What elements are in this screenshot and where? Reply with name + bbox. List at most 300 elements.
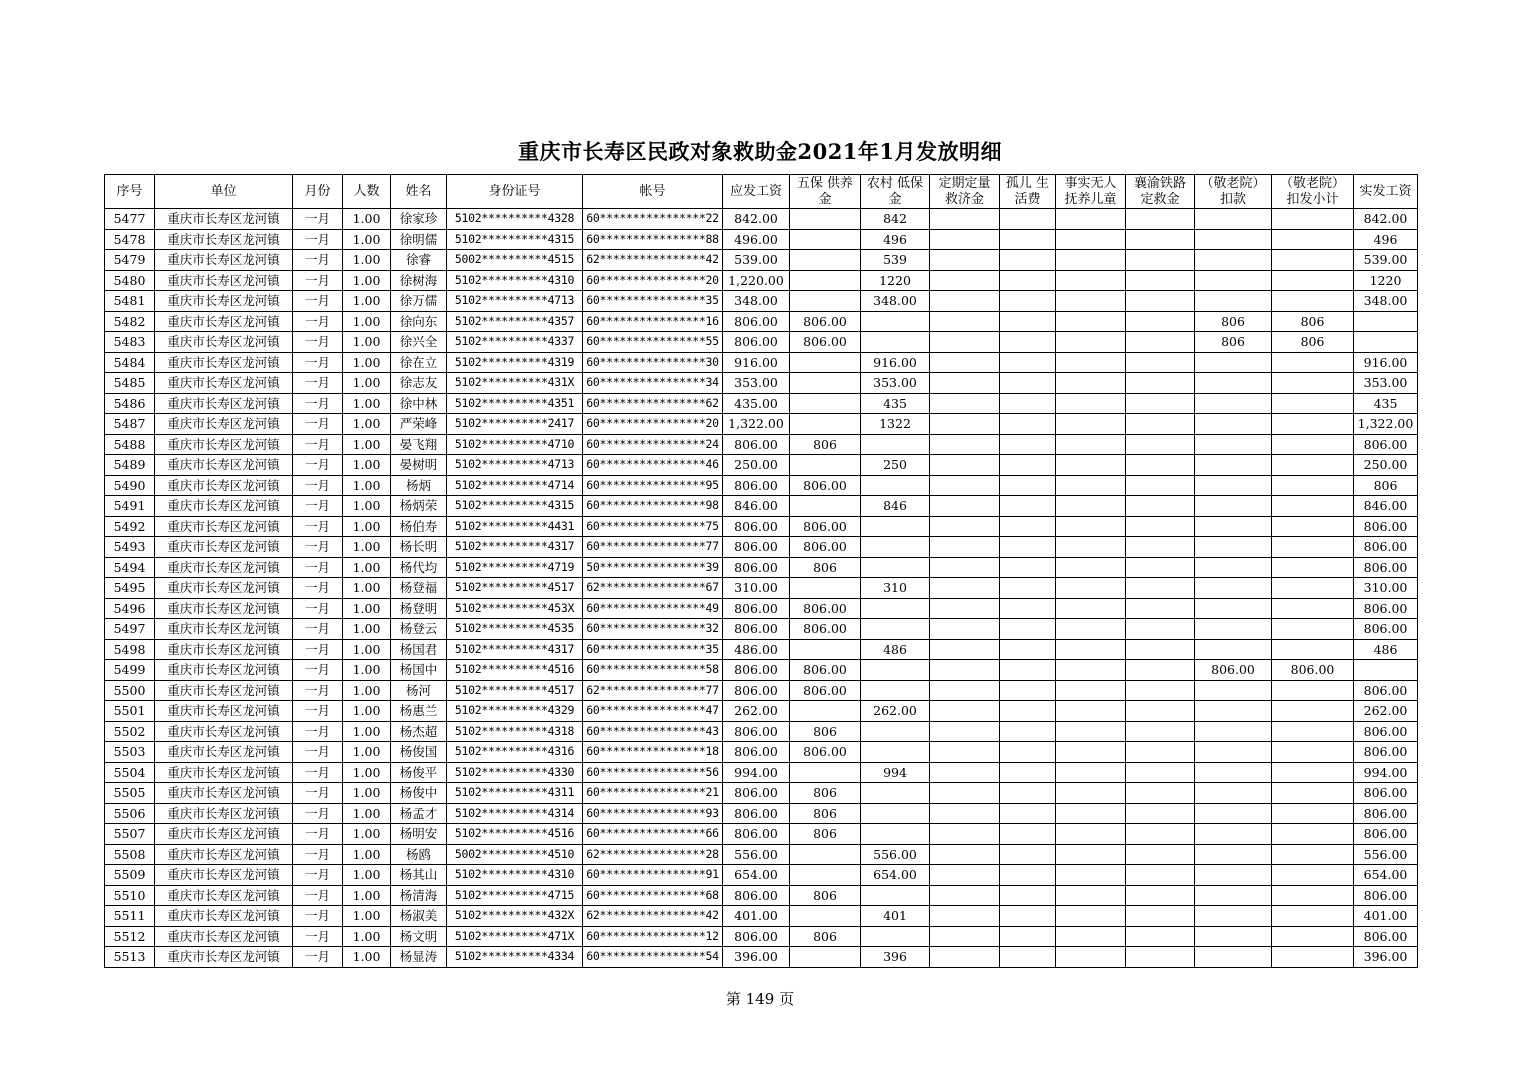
header-dibao: 农村 低保金 bbox=[861, 175, 930, 209]
cell-deduct-subtotal bbox=[1272, 250, 1354, 271]
cell-unsupported-child bbox=[1056, 455, 1126, 476]
cell-actual: 806.00 bbox=[1354, 537, 1418, 558]
cell-unit: 重庆市长寿区龙河镇 bbox=[155, 557, 293, 578]
cell-seq: 5495 bbox=[105, 578, 155, 599]
table-row bbox=[105, 680, 1418, 701]
cell-wubao: 806.00 bbox=[790, 660, 861, 681]
table-row bbox=[105, 557, 1418, 578]
cell-payable: 806.00 bbox=[723, 824, 790, 845]
cell-name: 杨代均 bbox=[391, 557, 447, 578]
cell-count: 1.00 bbox=[343, 660, 391, 681]
cell-seq: 5478 bbox=[105, 229, 155, 250]
cell-deduct-subtotal bbox=[1272, 414, 1354, 435]
cell-deduct bbox=[1195, 844, 1272, 865]
cell-orphan bbox=[1000, 947, 1056, 968]
cell-month: 一月 bbox=[293, 332, 343, 353]
cell-id-number: 5102**********4317 bbox=[447, 537, 583, 558]
cell-orphan bbox=[1000, 475, 1056, 496]
cell-payable: 250.00 bbox=[723, 455, 790, 476]
cell-account: 62****************42 bbox=[583, 906, 723, 927]
cell-count: 1.00 bbox=[343, 516, 391, 537]
cell-deduct-subtotal bbox=[1272, 209, 1354, 230]
cell-payable: 806.00 bbox=[723, 803, 790, 824]
cell-seq: 5486 bbox=[105, 393, 155, 414]
table-row bbox=[105, 291, 1418, 312]
cell-unit: 重庆市长寿区龙河镇 bbox=[155, 762, 293, 783]
cell-seq: 5491 bbox=[105, 496, 155, 517]
cell-unsupported-child bbox=[1056, 721, 1126, 742]
cell-payable: 806.00 bbox=[723, 332, 790, 353]
cell-deduct: 806 bbox=[1195, 332, 1272, 353]
cell-payable: 262.00 bbox=[723, 701, 790, 722]
table-row bbox=[105, 496, 1418, 517]
cell-orphan bbox=[1000, 701, 1056, 722]
cell-id-number: 5102**********4318 bbox=[447, 721, 583, 742]
cell-unsupported-child bbox=[1056, 824, 1126, 845]
cell-account: 60****************62 bbox=[583, 393, 723, 414]
cell-dibao bbox=[861, 537, 930, 558]
cell-id-number: 5102**********4351 bbox=[447, 393, 583, 414]
cell-deduct-subtotal bbox=[1272, 721, 1354, 742]
cell-railway bbox=[1126, 496, 1195, 517]
cell-seq: 5497 bbox=[105, 619, 155, 640]
cell-unsupported-child bbox=[1056, 414, 1126, 435]
table-row bbox=[105, 639, 1418, 660]
cell-deduct-subtotal: 806 bbox=[1272, 311, 1354, 332]
cell-month: 一月 bbox=[293, 311, 343, 332]
cell-month: 一月 bbox=[293, 680, 343, 701]
cell-actual: 806.00 bbox=[1354, 926, 1418, 947]
cell-orphan bbox=[1000, 926, 1056, 947]
cell-seq: 5484 bbox=[105, 352, 155, 373]
cell-id-number: 5102**********4315 bbox=[447, 496, 583, 517]
cell-unsupported-child bbox=[1056, 783, 1126, 804]
cell-payable: 486.00 bbox=[723, 639, 790, 660]
cell-wubao bbox=[790, 762, 861, 783]
cell-count: 1.00 bbox=[343, 373, 391, 394]
cell-payable: 435.00 bbox=[723, 393, 790, 414]
cell-payable: 806.00 bbox=[723, 660, 790, 681]
cell-seq: 5477 bbox=[105, 209, 155, 230]
cell-name: 杨淑美 bbox=[391, 906, 447, 927]
cell-seq: 5512 bbox=[105, 926, 155, 947]
cell-deduct: 806.00 bbox=[1195, 660, 1272, 681]
cell-orphan bbox=[1000, 680, 1056, 701]
cell-id-number: 5102**********4517 bbox=[447, 578, 583, 599]
header-id-number: 身份证号 bbox=[447, 175, 583, 209]
cell-id-number: 5102**********4310 bbox=[447, 865, 583, 886]
cell-month: 一月 bbox=[293, 660, 343, 681]
cell-dibao: 353.00 bbox=[861, 373, 930, 394]
cell-count: 1.00 bbox=[343, 926, 391, 947]
table-row bbox=[105, 885, 1418, 906]
cell-unit: 重庆市长寿区龙河镇 bbox=[155, 947, 293, 968]
cell-name: 杨国中 bbox=[391, 660, 447, 681]
table-row bbox=[105, 844, 1418, 865]
cell-deduct bbox=[1195, 291, 1272, 312]
cell-month: 一月 bbox=[293, 475, 343, 496]
cell-wubao bbox=[790, 701, 861, 722]
cell-deduct-subtotal bbox=[1272, 455, 1354, 476]
cell-dibao bbox=[861, 434, 930, 455]
cell-payable: 806.00 bbox=[723, 742, 790, 763]
cell-account: 60****************35 bbox=[583, 291, 723, 312]
cell-month: 一月 bbox=[293, 578, 343, 599]
cell-deduct bbox=[1195, 414, 1272, 435]
cell-unit: 重庆市长寿区龙河镇 bbox=[155, 598, 293, 619]
cell-wubao: 806 bbox=[790, 721, 861, 742]
cell-id-number: 5102**********4328 bbox=[447, 209, 583, 230]
cell-count: 1.00 bbox=[343, 475, 391, 496]
cell-month: 一月 bbox=[293, 229, 343, 250]
cell-deduct bbox=[1195, 537, 1272, 558]
cell-unit: 重庆市长寿区龙河镇 bbox=[155, 352, 293, 373]
cell-orphan bbox=[1000, 229, 1056, 250]
cell-orphan bbox=[1000, 762, 1056, 783]
cell-dingqi bbox=[930, 742, 1000, 763]
cell-orphan bbox=[1000, 393, 1056, 414]
cell-dingqi bbox=[930, 680, 1000, 701]
cell-deduct bbox=[1195, 250, 1272, 271]
cell-count: 1.00 bbox=[343, 229, 391, 250]
cell-railway bbox=[1126, 229, 1195, 250]
cell-dingqi bbox=[930, 885, 1000, 906]
cell-deduct-subtotal bbox=[1272, 680, 1354, 701]
page-number: 第 149 页 bbox=[725, 990, 795, 1008]
cell-dibao: 1322 bbox=[861, 414, 930, 435]
cell-dingqi bbox=[930, 393, 1000, 414]
cell-dingqi bbox=[930, 557, 1000, 578]
cell-id-number: 5102**********4714 bbox=[447, 475, 583, 496]
cell-deduct-subtotal bbox=[1272, 762, 1354, 783]
cell-name: 晏树明 bbox=[391, 455, 447, 476]
cell-account: 60****************18 bbox=[583, 742, 723, 763]
cell-railway bbox=[1126, 332, 1195, 353]
cell-seq: 5505 bbox=[105, 783, 155, 804]
cell-railway bbox=[1126, 373, 1195, 394]
cell-wubao bbox=[790, 373, 861, 394]
cell-railway bbox=[1126, 947, 1195, 968]
cell-account: 60****************66 bbox=[583, 824, 723, 845]
cell-dingqi bbox=[930, 824, 1000, 845]
table-row bbox=[105, 701, 1418, 722]
cell-unsupported-child bbox=[1056, 803, 1126, 824]
cell-account: 50****************39 bbox=[583, 557, 723, 578]
cell-month: 一月 bbox=[293, 414, 343, 435]
cell-payable: 654.00 bbox=[723, 865, 790, 886]
cell-dibao bbox=[861, 475, 930, 496]
cell-actual: 806.00 bbox=[1354, 783, 1418, 804]
cell-month: 一月 bbox=[293, 619, 343, 640]
cell-name: 杨杰超 bbox=[391, 721, 447, 742]
cell-dingqi bbox=[930, 496, 1000, 517]
cell-id-number: 5102**********4315 bbox=[447, 229, 583, 250]
cell-name: 严荣峰 bbox=[391, 414, 447, 435]
cell-orphan bbox=[1000, 250, 1056, 271]
cell-name: 杨炳荣 bbox=[391, 496, 447, 517]
cell-actual: 496 bbox=[1354, 229, 1418, 250]
cell-actual: 348.00 bbox=[1354, 291, 1418, 312]
cell-actual: 806.00 bbox=[1354, 557, 1418, 578]
cell-railway bbox=[1126, 598, 1195, 619]
cell-account: 60****************91 bbox=[583, 865, 723, 886]
cell-count: 1.00 bbox=[343, 824, 391, 845]
cell-dingqi bbox=[930, 332, 1000, 353]
cell-month: 一月 bbox=[293, 455, 343, 476]
cell-name: 杨俊中 bbox=[391, 783, 447, 804]
cell-account: 60****************30 bbox=[583, 352, 723, 373]
cell-seq: 5509 bbox=[105, 865, 155, 886]
cell-count: 1.00 bbox=[343, 906, 391, 927]
cell-id-number: 5102**********453X bbox=[447, 598, 583, 619]
cell-wubao: 806 bbox=[790, 885, 861, 906]
cell-wubao: 806.00 bbox=[790, 475, 861, 496]
cell-deduct bbox=[1195, 496, 1272, 517]
cell-actual: 250.00 bbox=[1354, 455, 1418, 476]
cell-seq: 5479 bbox=[105, 250, 155, 271]
cell-actual: 806.00 bbox=[1354, 680, 1418, 701]
cell-wubao bbox=[790, 250, 861, 271]
cell-payable: 396.00 bbox=[723, 947, 790, 968]
table-row bbox=[105, 475, 1418, 496]
cell-account: 60****************46 bbox=[583, 455, 723, 476]
cell-deduct bbox=[1195, 270, 1272, 291]
table-row bbox=[105, 516, 1418, 537]
cell-dibao: 250 bbox=[861, 455, 930, 476]
cell-orphan bbox=[1000, 721, 1056, 742]
cell-account: 60****************77 bbox=[583, 537, 723, 558]
cell-wubao bbox=[790, 947, 861, 968]
cell-deduct-subtotal bbox=[1272, 639, 1354, 660]
cell-wubao bbox=[790, 639, 861, 660]
cell-month: 一月 bbox=[293, 270, 343, 291]
cell-dingqi bbox=[930, 434, 1000, 455]
cell-dibao bbox=[861, 598, 930, 619]
cell-deduct-subtotal bbox=[1272, 229, 1354, 250]
cell-dibao: 846 bbox=[861, 496, 930, 517]
cell-payable: 806.00 bbox=[723, 311, 790, 332]
cell-actual: 396.00 bbox=[1354, 947, 1418, 968]
cell-id-number: 5102**********4310 bbox=[447, 270, 583, 291]
header-month: 月份 bbox=[293, 175, 343, 209]
header-actual: 实发工资 bbox=[1354, 175, 1418, 209]
cell-orphan bbox=[1000, 885, 1056, 906]
cell-orphan bbox=[1000, 537, 1056, 558]
cell-deduct bbox=[1195, 762, 1272, 783]
cell-seq: 5496 bbox=[105, 598, 155, 619]
cell-dibao: 916.00 bbox=[861, 352, 930, 373]
cell-deduct-subtotal bbox=[1272, 578, 1354, 599]
cell-actual: 806.00 bbox=[1354, 516, 1418, 537]
cell-actual: 539.00 bbox=[1354, 250, 1418, 271]
cell-wubao bbox=[790, 291, 861, 312]
cell-name: 杨俊平 bbox=[391, 762, 447, 783]
cell-wubao: 806.00 bbox=[790, 598, 861, 619]
cell-count: 1.00 bbox=[343, 250, 391, 271]
table-row bbox=[105, 803, 1418, 824]
table-row bbox=[105, 373, 1418, 394]
cell-account: 60****************20 bbox=[583, 414, 723, 435]
cell-count: 1.00 bbox=[343, 639, 391, 660]
table-row bbox=[105, 762, 1418, 783]
header-deduct: （敬老院） 扣款 bbox=[1195, 175, 1272, 209]
cell-railway bbox=[1126, 393, 1195, 414]
cell-account: 60****************47 bbox=[583, 701, 723, 722]
cell-payable: 539.00 bbox=[723, 250, 790, 271]
cell-count: 1.00 bbox=[343, 537, 391, 558]
cell-deduct-subtotal bbox=[1272, 844, 1354, 865]
cell-payable: 496.00 bbox=[723, 229, 790, 250]
cell-railway bbox=[1126, 434, 1195, 455]
cell-unit: 重庆市长寿区龙河镇 bbox=[155, 475, 293, 496]
cell-month: 一月 bbox=[293, 598, 343, 619]
cell-deduct-subtotal bbox=[1272, 352, 1354, 373]
cell-orphan bbox=[1000, 434, 1056, 455]
cell-wubao: 806.00 bbox=[790, 619, 861, 640]
cell-actual: 401.00 bbox=[1354, 906, 1418, 927]
cell-month: 一月 bbox=[293, 824, 343, 845]
cell-deduct bbox=[1195, 455, 1272, 476]
cell-account: 62****************42 bbox=[583, 250, 723, 271]
table-row bbox=[105, 783, 1418, 804]
cell-unit: 重庆市长寿区龙河镇 bbox=[155, 229, 293, 250]
cell-count: 1.00 bbox=[343, 598, 391, 619]
cell-unit: 重庆市长寿区龙河镇 bbox=[155, 270, 293, 291]
cell-unsupported-child bbox=[1056, 434, 1126, 455]
cell-wubao bbox=[790, 393, 861, 414]
cell-payable: 806.00 bbox=[723, 557, 790, 578]
cell-name: 徐向东 bbox=[391, 311, 447, 332]
cell-seq: 5480 bbox=[105, 270, 155, 291]
cell-deduct bbox=[1195, 926, 1272, 947]
cell-dibao bbox=[861, 721, 930, 742]
cell-name: 杨鸥 bbox=[391, 844, 447, 865]
cell-dibao bbox=[861, 516, 930, 537]
cell-seq: 5488 bbox=[105, 434, 155, 455]
cell-dibao: 496 bbox=[861, 229, 930, 250]
cell-name: 徐兴全 bbox=[391, 332, 447, 353]
cell-id-number: 5102**********4314 bbox=[447, 803, 583, 824]
cell-unit: 重庆市长寿区龙河镇 bbox=[155, 455, 293, 476]
cell-unit: 重庆市长寿区龙河镇 bbox=[155, 209, 293, 230]
cell-month: 一月 bbox=[293, 352, 343, 373]
cell-railway bbox=[1126, 885, 1195, 906]
cell-deduct-subtotal bbox=[1272, 516, 1354, 537]
table-row bbox=[105, 270, 1418, 291]
cell-id-number: 5102**********4329 bbox=[447, 701, 583, 722]
cell-dingqi bbox=[930, 783, 1000, 804]
table-row bbox=[105, 619, 1418, 640]
cell-unsupported-child bbox=[1056, 373, 1126, 394]
cell-railway bbox=[1126, 701, 1195, 722]
cell-wubao: 806 bbox=[790, 926, 861, 947]
cell-dibao: 1220 bbox=[861, 270, 930, 291]
cell-orphan bbox=[1000, 783, 1056, 804]
cell-seq: 5483 bbox=[105, 332, 155, 353]
cell-payable: 806.00 bbox=[723, 516, 790, 537]
cell-deduct bbox=[1195, 393, 1272, 414]
cell-railway bbox=[1126, 639, 1195, 660]
header-unsupported-child: 事实无人 抚养儿童 bbox=[1056, 175, 1126, 209]
cell-account: 60****************35 bbox=[583, 639, 723, 660]
cell-id-number: 5102**********4517 bbox=[447, 680, 583, 701]
cell-unsupported-child bbox=[1056, 352, 1126, 373]
cell-seq: 5507 bbox=[105, 824, 155, 845]
cell-deduct bbox=[1195, 906, 1272, 927]
cell-name: 杨登明 bbox=[391, 598, 447, 619]
cell-unsupported-child bbox=[1056, 209, 1126, 230]
cell-month: 一月 bbox=[293, 537, 343, 558]
cell-dingqi bbox=[930, 578, 1000, 599]
cell-railway bbox=[1126, 291, 1195, 312]
cell-actual: 846.00 bbox=[1354, 496, 1418, 517]
cell-month: 一月 bbox=[293, 803, 343, 824]
cell-actual: 262.00 bbox=[1354, 701, 1418, 722]
cell-railway bbox=[1126, 619, 1195, 640]
cell-wubao bbox=[790, 578, 861, 599]
cell-seq: 5499 bbox=[105, 660, 155, 681]
cell-account: 60****************21 bbox=[583, 783, 723, 804]
cell-unsupported-child bbox=[1056, 885, 1126, 906]
cell-seq: 5492 bbox=[105, 516, 155, 537]
cell-deduct-subtotal bbox=[1272, 947, 1354, 968]
cell-orphan bbox=[1000, 373, 1056, 394]
cell-unsupported-child bbox=[1056, 250, 1126, 271]
cell-dingqi bbox=[930, 660, 1000, 681]
table-row bbox=[105, 926, 1418, 947]
cell-name: 杨登云 bbox=[391, 619, 447, 640]
cell-dibao bbox=[861, 311, 930, 332]
cell-unit: 重庆市长寿区龙河镇 bbox=[155, 865, 293, 886]
cell-railway bbox=[1126, 926, 1195, 947]
cell-wubao bbox=[790, 496, 861, 517]
cell-orphan bbox=[1000, 291, 1056, 312]
cell-seq: 5498 bbox=[105, 639, 155, 660]
cell-actual: 654.00 bbox=[1354, 865, 1418, 886]
cell-dibao: 401 bbox=[861, 906, 930, 927]
cell-seq: 5500 bbox=[105, 680, 155, 701]
cell-deduct-subtotal bbox=[1272, 373, 1354, 394]
cell-payable: 806.00 bbox=[723, 721, 790, 742]
cell-unit: 重庆市长寿区龙河镇 bbox=[155, 619, 293, 640]
cell-month: 一月 bbox=[293, 557, 343, 578]
cell-name: 杨明安 bbox=[391, 824, 447, 845]
cell-railway bbox=[1126, 455, 1195, 476]
cell-unit: 重庆市长寿区龙河镇 bbox=[155, 414, 293, 435]
header-name: 姓名 bbox=[391, 175, 447, 209]
cell-dibao: 994 bbox=[861, 762, 930, 783]
table-row bbox=[105, 660, 1418, 681]
cell-dibao: 556.00 bbox=[861, 844, 930, 865]
cell-deduct-subtotal bbox=[1272, 393, 1354, 414]
cell-month: 一月 bbox=[293, 291, 343, 312]
table-row bbox=[105, 209, 1418, 230]
cell-actual: 994.00 bbox=[1354, 762, 1418, 783]
cell-actual: 806.00 bbox=[1354, 742, 1418, 763]
cell-count: 1.00 bbox=[343, 947, 391, 968]
table-body bbox=[105, 209, 1418, 968]
cell-month: 一月 bbox=[293, 762, 343, 783]
cell-actual: 435 bbox=[1354, 393, 1418, 414]
cell-dingqi bbox=[930, 947, 1000, 968]
cell-account: 62****************67 bbox=[583, 578, 723, 599]
cell-count: 1.00 bbox=[343, 332, 391, 353]
cell-unit: 重庆市长寿区龙河镇 bbox=[155, 680, 293, 701]
cell-unsupported-child bbox=[1056, 947, 1126, 968]
cell-deduct bbox=[1195, 229, 1272, 250]
cell-dingqi bbox=[930, 639, 1000, 660]
header-orphan: 孤儿 生活费 bbox=[1000, 175, 1056, 209]
